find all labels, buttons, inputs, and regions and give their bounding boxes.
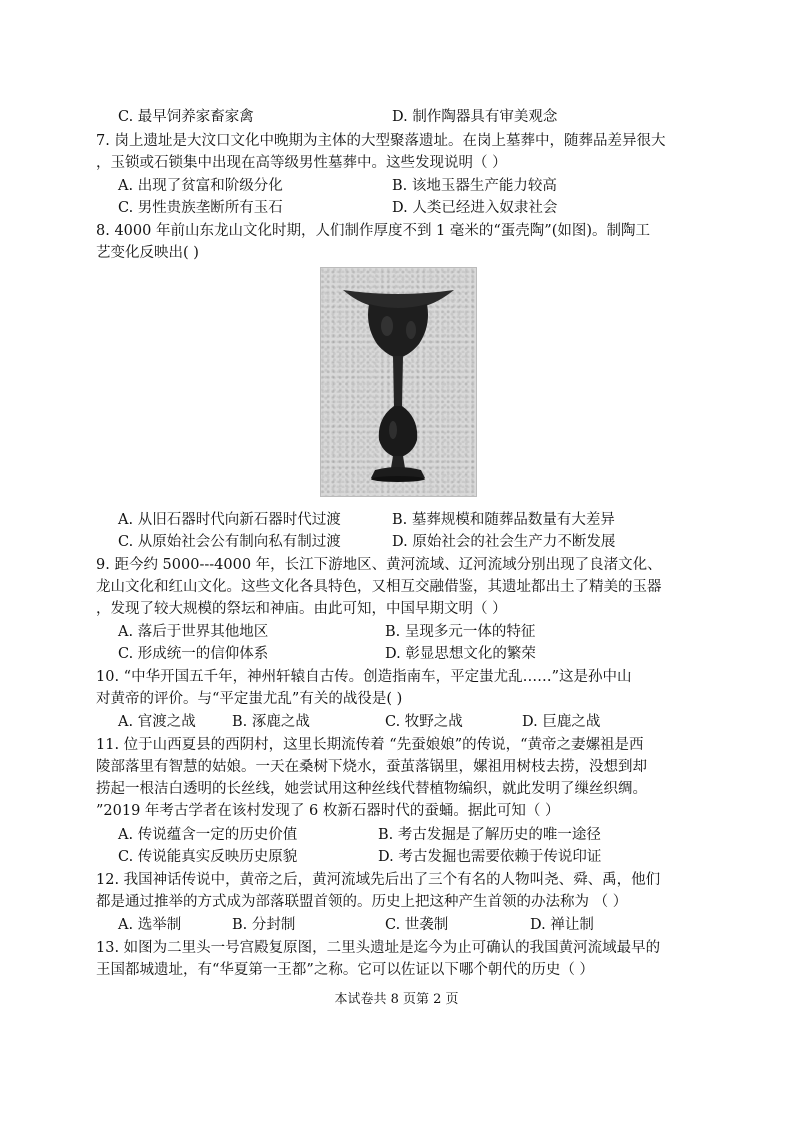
q8-stem-line-1: 8. 4000 年前山东龙山文化时期，人们制作厚度不到 1 毫米的“蛋壳陶”(如图)。制陶工 — [96, 223, 651, 239]
q9-stem-line-1: 9. 距今约 5000---4000 年，长江下游地区、黄河流域、辽河流域分别出现了良渚文化、 — [96, 557, 662, 573]
q9-stem-line-3: ，发现了较大规模的祭坛和神庙。由此可知，中国早期文明（ ） — [96, 601, 507, 617]
q10-stem-line-2: 对黄帝的评价。与“平定蚩尤乱”有关的战役是( ) — [96, 691, 403, 707]
eggshell-pottery-cup-icon — [320, 267, 477, 497]
q9-option-d: D. 彰显思想文化的繁荣 — [385, 646, 536, 662]
q7-option-b: B. 该地玉器生产能力较高 — [392, 178, 557, 194]
q8-option-c: C. 从原始社会公有制向私有制过渡 — [118, 534, 341, 550]
q12-option-b: B. 分封制 — [232, 917, 296, 933]
q12-option-d: D. 禅让制 — [530, 917, 594, 933]
q12-stem-line-1: 12. 我国神话传说中，黄帝之后，黄河流域先后出了三个有名的人物叫尧、舜、禹，他们 — [96, 872, 661, 888]
q8-option-b: B. 墓葬规模和随葬品数量有大差异 — [392, 512, 615, 528]
q12-option-a: A. 选举制 — [118, 917, 182, 933]
q10-stem-line-1: 10. “中华开国五千年，神州轩辕自古传。创造指南车，平定蚩尤乱……”这是孙中山 — [96, 669, 632, 685]
q11-option-a: A. 传说蕴含一定的历史价值 — [118, 827, 298, 843]
q10-option-d: D. 巨鹿之战 — [522, 714, 601, 730]
q10-option-c: C. 牧野之战 — [385, 714, 463, 730]
q9-option-c: C. 形成统一的信仰体系 — [118, 646, 269, 662]
q7-option-d: D. 人类已经进入奴隶社会 — [392, 200, 558, 216]
q7-stem-line-2: ，玉锁或石锁集中出现在高等级男性墓葬中。这些发现说明（ ） — [96, 155, 507, 171]
q8-option-a: A. 从旧石器时代向新石器时代过渡 — [118, 512, 341, 528]
q11-option-c: C. 传说能真实反映历史原貌 — [118, 849, 298, 865]
q6-option-d: D. 制作陶器具有审美观念 — [392, 109, 558, 125]
q13-stem-line-1: 13. 如图为二里头一号宫殿复原图，二里头遗址是迄今为止可确认的我国黄河流域最早的 — [96, 940, 661, 956]
q11-stem-line-1: 11. 位于山西夏县的西阴村，这里长期流传着 “先蚕娘娘”的传说，“黄帝之妻嫘祖是西 — [96, 737, 644, 753]
q11-stem-line-2: 陵部落里有智慧的姑娘。一天在桑树下烧水，蚕茧落锅里，嫘祖用树枝去捞，没想到却 — [96, 759, 647, 775]
q12-stem-line-2: 都是通过推举的方式成为部落联盟首领的。历史上把这种产生首领的办法称为 （ ） — [96, 894, 628, 910]
q11-stem-line-4: ”2019 年考古学者在该村发现了 6 枚新石器时代的蚕蛹。据此可知（ ） — [96, 803, 560, 819]
q11-stem-line-3: 捞起一根洁白透明的长丝线，她尝试用这种丝线代替植物编织，就此发明了缫丝织绸。 — [96, 781, 647, 797]
q7-stem-line-1: 7. 岗上遗址是大汶口文化中晚期为主体的大型聚落遗址。在岗上墓葬中，随葬品差异很大 — [96, 133, 666, 149]
q8-option-d: D. 原始社会的社会生产力不断发展 — [392, 534, 616, 550]
q11-option-d: D. 考古发掘也需要依赖于传说印证 — [378, 849, 602, 865]
q12-option-c: C. 世袭制 — [385, 917, 449, 933]
q13-stem-line-2: 王国都城遗址，有“华夏第一王都”之称。它可以佐证以下哪个朝代的历史（ ） — [96, 962, 594, 978]
q7-option-a: A. 出现了贫富和阶级分化 — [118, 178, 283, 194]
q11-option-b: B. 考古发掘是了解历史的唯一途径 — [378, 827, 601, 843]
page-footer: 本试卷共 8 页第 2 页 — [334, 992, 459, 1007]
q9-option-a: A. 落后于世界其他地区 — [118, 624, 269, 640]
q7-option-c: C. 男性贵族垄断所有玉石 — [118, 200, 283, 216]
q10-option-b: B. 涿鹿之战 — [232, 714, 310, 730]
q9-option-b: B. 呈现多元一体的特征 — [385, 624, 536, 640]
q6-option-c: C. 最早饲养家畜家禽 — [118, 109, 254, 125]
q9-stem-line-2: 龙山文化和红山文化。这些文化各具特色，又相互交融借鉴，其遗址都出土了精美的玉器 — [96, 579, 662, 595]
q10-option-a: A. 官渡之战 — [118, 714, 196, 730]
q8-stem-line-2: 艺变化反映出( ) — [96, 245, 199, 261]
